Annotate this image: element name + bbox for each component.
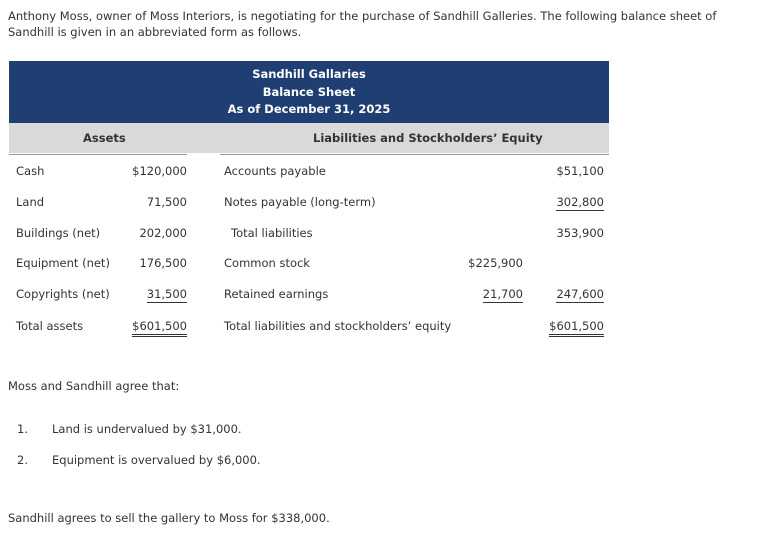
asset-label: Equipment (net) xyxy=(16,256,110,270)
total-equity-value: 247,600 xyxy=(556,287,604,301)
closing-statement: Sandhill agrees to sell the gallery to Moss for $338,000. xyxy=(8,511,330,525)
asset-label: Land xyxy=(16,195,45,209)
agreement-text: Equipment is overvalued by $6,000. xyxy=(52,453,261,467)
agreement-number: 1. xyxy=(17,422,28,436)
company-name: Sandhill Gallaries xyxy=(252,67,366,81)
total-assets-value: $601,500 xyxy=(132,319,187,337)
liability-value: 302,800 xyxy=(556,195,604,209)
column-header-row xyxy=(9,123,609,153)
liability-label: Accounts payable xyxy=(224,164,326,178)
statement-date: As of December 31, 2025 xyxy=(227,102,391,116)
agreement-intro: Moss and Sandhill agree that: xyxy=(8,379,180,393)
equity-label: Common stock xyxy=(224,256,310,270)
asset-value: 31,500 xyxy=(146,287,187,301)
agreement-text: Land is undervalued by $31,000. xyxy=(52,422,242,436)
asset-value: 202,000 xyxy=(139,226,187,240)
equity-label: Retained earnings xyxy=(224,287,329,301)
assets-column-header: Assets xyxy=(83,131,126,145)
total-assets-label: Total assets xyxy=(16,319,84,333)
total-liabilities-equity-label: Total liabilities and stockholders’ equity xyxy=(224,319,452,333)
asset-value: 71,500 xyxy=(146,195,187,209)
asset-label: Copyrights (net) xyxy=(16,287,110,301)
equity-inner-value: 21,700 xyxy=(482,287,523,301)
assets-divider xyxy=(9,154,187,155)
total-liabilities-value: 353,900 xyxy=(556,226,604,240)
total-liabilities-label: Total liabilities xyxy=(231,226,313,240)
agreement-number: 2. xyxy=(17,453,28,467)
statement-title: Balance Sheet xyxy=(262,84,356,99)
total-liabilities-equity-value: $601,500 xyxy=(549,319,604,337)
liability-value: $51,100 xyxy=(556,164,604,178)
equity-inner-value: $225,900 xyxy=(468,256,523,270)
balance-sheet-header xyxy=(9,61,609,123)
asset-label: Buildings (net) xyxy=(16,226,101,240)
liability-label: Notes payable (long-term) xyxy=(224,195,376,209)
liabilities-divider xyxy=(220,154,609,155)
asset-value: 176,500 xyxy=(139,256,187,270)
asset-value: $120,000 xyxy=(132,164,187,178)
intro-paragraph: Anthony Moss, owner of Moss Interiors, is negotiating for the purchase of Sandhill Galleries. The following balance sheet of Sandhill is given in an abbreviated form as follows. xyxy=(8,9,717,39)
liabilities-column-header: Liabilities and Stockholders’ Equity xyxy=(313,131,543,145)
asset-label: Cash xyxy=(16,164,45,178)
